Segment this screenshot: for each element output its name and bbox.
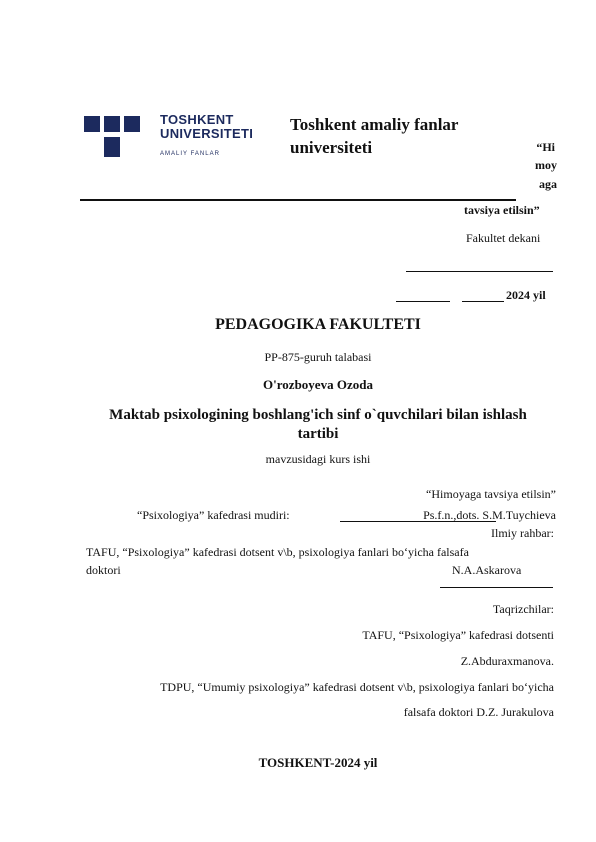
approval-year: 2024 yil — [506, 288, 546, 302]
department-head-name: Ps.f.n.,dots. S.M.Tuychieva — [423, 508, 556, 522]
date-blank-1 — [396, 301, 450, 302]
reviewer1-line2: Z.Abduraxmanova. — [460, 654, 554, 668]
header-divider — [80, 199, 516, 201]
university-name-line2: universiteti — [290, 138, 373, 157]
advisor-line1: TAFU, “Psixologiya” kafedrasi dotsent v\b, psixologiya fanlari bo‘yicha falsafa — [86, 545, 469, 559]
topic-line1: Maktab psixologining boshlang'ich sinf o`quvchilari bilan ishlash — [109, 407, 527, 423]
approval-tail: tavsiya etilsin” — [464, 203, 540, 217]
defense-recommendation: “Himoyaga tavsiya etilsin” — [426, 487, 556, 501]
student-group: PP-875-guruh talabasi — [264, 350, 372, 364]
date-blank-2 — [462, 301, 504, 302]
topic-line2: tartibi — [297, 426, 339, 442]
logo-square — [104, 137, 120, 157]
advisor-line2-left: doktori — [86, 563, 121, 577]
approval-fragment: aga — [539, 177, 557, 191]
logo-square — [104, 116, 120, 132]
approval-fragment: moy — [535, 158, 557, 172]
faculty-title: PEDAGOGIKA FAKULTETI — [215, 316, 421, 333]
reviewer2-line1: TDPU, “Umumiy psixologiya” kafedrasi dotsent v\b, psixologiya fanlari bo‘yicha — [160, 680, 554, 694]
logo-square — [124, 116, 140, 132]
advisor-name: N.A.Askarova — [452, 563, 522, 577]
reviewer1-line1: TAFU, “Psixologiya” kafedrasi dotsenti — [362, 628, 554, 642]
reviewers-label: Taqrizchilar: — [492, 602, 554, 616]
city-year: TOSHKENT-2024 yil — [258, 755, 378, 770]
reviewer2-line2: falsafa doktori D.Z. Jurakulova — [403, 705, 554, 719]
dean-label: Fakultet dekani — [466, 231, 541, 245]
department-head-label: “Psixologiya” kafedrasi mudiri: — [137, 508, 290, 522]
logo-text-line1: TOSHKENT — [160, 112, 234, 127]
approval-fragment: “Hi — [536, 140, 555, 154]
student-name: O'rozboyeva Ozoda — [263, 377, 373, 392]
university-name-line1: Toshkent amaliy fanlar — [290, 115, 459, 134]
logo-subtitle: AMALIY FANLAR — [160, 151, 220, 157]
head-signature-line — [340, 521, 496, 522]
advisor-label: Ilmiy rahbar: — [491, 526, 554, 540]
logo-text-line2: UNIVERSITETI — [160, 126, 254, 141]
dean-signature-line — [406, 271, 553, 272]
logo-square — [84, 116, 100, 132]
advisor-signature-line — [440, 587, 553, 588]
topic-suffix: mavzusidagi kurs ishi — [265, 452, 371, 466]
